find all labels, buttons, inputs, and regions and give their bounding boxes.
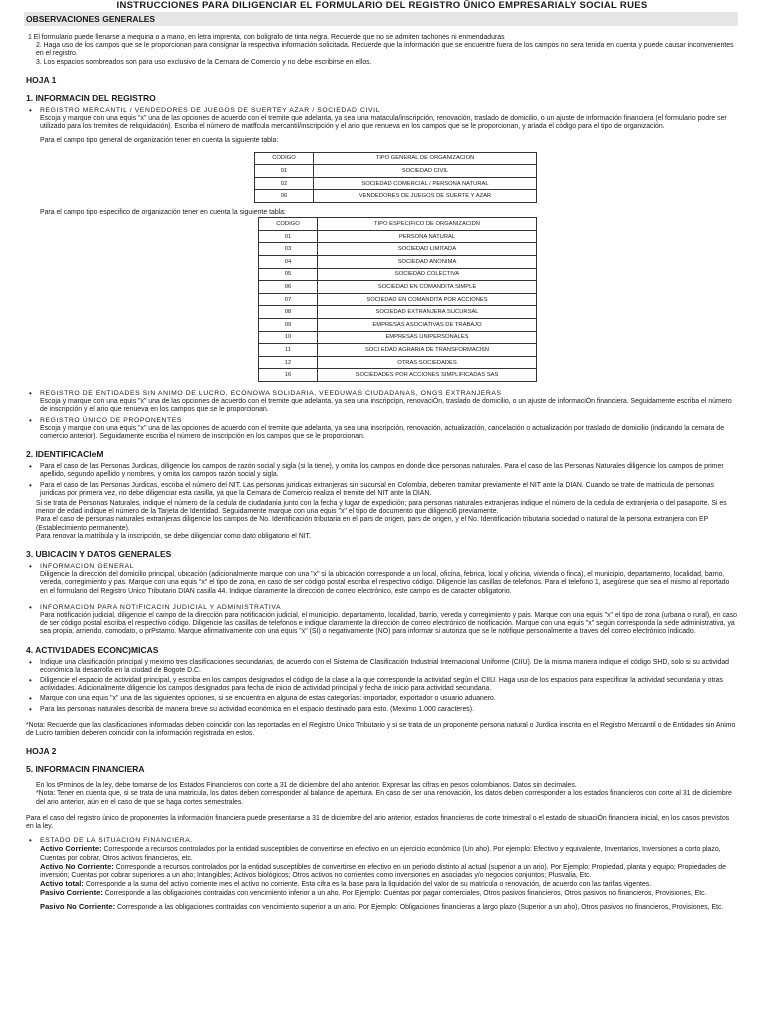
term-label: Activo No Corriente:: [40, 861, 114, 871]
term-text: Corresponde a recursos controlados por la entidad susceptibles de convertirse en efectivo en un periodo distinto al actual (superior a un ario). Por Ejemplo: Propiedad, planta y equipo; Propiedades de inversión; Cuentas por cobrar superiores a un aho; Intangibles; Activos biológicos; Otros activos no corrientes como inversiones en asociadas y/o negocios conjuntos; Plusvalia, Etc.: [40, 863, 726, 880]
s3-b1-title: INFORMACION GENERAL: [40, 562, 135, 570]
obs-item-1: 1 El formulario puede llenarse a mequina o a mano, en letra imprenta, con boligrafo de tinta negra. Recuerde que no se admiten tachones ni enmendaduras: [28, 34, 505, 41]
bullet-icon: •: [29, 105, 32, 115]
s3-b1-text: Diligencie la dirección del domicilio principal, ubicación (adicionalmente marque con una "x" si la ubicación corresponde a un local, oficina, febrica, local y oficina, vivienda o finca), el municipio, departamento, localidad, barrio, vereda, corregimiento y pas. Marque con una equis "x" el tipo de zona, en caso de ser código postal escriba el respectivo código. Diligencie las casillas de telefonos. Para el telefono 1, asegúrese que sea el mismo al reportado en el formulario del Registro Unico Tributario DIAN casilla 44. Indique claramente la dirección de correo electrónico, este campo es de caracter obligatorio.: [40, 571, 730, 595]
s1-b3-title: REGISTRO ÚNICO DE PROPONENTES: [40, 416, 183, 424]
s5-b1-title: ESTADO DE LA SITUACION FINANCIERA.: [40, 837, 193, 845]
s1-b3-text: Escoja y marque con una equis "x" una de las opciones de acuerdo con el tremite que adelanta, ya sea una inscripción, renovación, actualización, cancelación o actualización por traslado de domicilio (indicando la cemara de comercio anterior). Seguidamente escriba el número de inscripción en los campos que se le proporcionan.: [40, 424, 725, 440]
table-row: [259, 243, 537, 256]
table-header-cell: CODIGO: [259, 218, 318, 231]
table-cell: 16: [259, 369, 318, 382]
s2-b1-text: Para el caso de las Personas Jurdicas, diligencie los campos de razón social y sigla (si la tiene), y omita los campos en donde dice personas naturales. Para el caso de las Personas Naturales diligencie los campos de primer apellido, segundo apellido y nombres, y omita los campos razón social y sigla.: [40, 463, 724, 479]
s5-para-3: Para el caso del registro único de proponentes la información financiera puede presentarse a 31 de diciembre del ario anterior, estados financieros de corte trimestral o el estado de situaciÓn financiera inicial, en los casos previstos en la ley.: [26, 814, 730, 831]
s5-item: [40, 903, 738, 912]
table-row: [259, 255, 537, 268]
table-row: [259, 356, 537, 369]
table-row: [259, 293, 537, 306]
term-text: Corresponde a las obligaciones contraidas con vencimiento inferior a un aho. Por Ejemplo: Cuentas por pagar comerciales, Otros pasivos financieros, Otros pasivos no financieros, Provisiones, Etc.: [104, 890, 707, 898]
bullet-icon: •: [29, 602, 32, 612]
table-cell: 10: [259, 331, 318, 344]
table-cell: SOCIEDAD COMERCIAL / PERSONA NATURAL: [314, 177, 537, 190]
s5-para-1: En los tPrminos de la ley, debe tomarse de los Estados Financieros con corte a 31 de diciembre del aho anterior. Expresar las cifras en pesos colombianos. Datos sin decimales.: [36, 782, 577, 790]
table-row: [259, 230, 537, 243]
table-cell: 12: [259, 356, 318, 369]
s5-para-2: *Nota: Tener en cuenta que, si se trata de una matricula, los datos deben corresponder al balance de apertura. En caso de ser una renovación, los datos deben corresponder a los estados financieros con corte al 31 de diciembre del ario anterior, aún en el caso de que se haga cortes semestrales.: [36, 790, 732, 806]
s3-b2-title: INFORMACION PARA NOTIFICACIN JUDICIAL Y ADMINISTRATIVA: [40, 603, 282, 611]
s5-item: [40, 845, 738, 862]
table-cell: SOCIEDAD EN COMANDITA POR ACCIONES: [318, 293, 537, 306]
table-cell: SOCIEDAD CIVIL: [314, 165, 537, 178]
table-cell: 04: [259, 255, 318, 268]
s1-b1-text: Escoja y marque con una equis "x" una de las opciones de acuerdo con el tremite que adelanta, ya sea una matacula/inscripción, renovación, traslado de domicilio, o un ajuste de información financiera (el formulario podre ser utilizado para los tremites de reliquidación). Escriba el número de matffcula mercantil/inscripción y el ario que renueva en los campos que se le proporcionan, y ariada el código para el tipo de organización.: [40, 115, 727, 131]
s2-para-2: Para el caso de personas naturales extranjeras diligencie los campos de No. Identificación tributaria en el pars de origen, pars de origen, y el No. Identificación tributaria sociedad o natural de la persona extranjera con EP (Establecimiento permanente).: [36, 516, 709, 532]
table-cell: 06: [255, 190, 314, 203]
bullet-icon: •: [29, 694, 32, 704]
s3-b2-text: Para notificación judicial, diligencie el campo de la dirección para notificación judicial, el municipio. departamento, localidad, barrio, vereda y corregimiento y pais. Marque con una equis "x" el tipo de zona (urbana o rural), en caso de ser código postal escriba el respectivo código. Diligencie las casillas de telefonos e indique claramente la dirección de correo electrónico de notificación. Marque con una equis "x" según corresponda la sede administrativa, ya sea propia, arriendo, comodato, o prPstamo. Marque afirmativamente con una equis "x" (SI) o negativamente (NO) para informar si autoriza que se le notifique personalmente a traves del correo electrónico indicado.: [40, 611, 738, 636]
table-cell: 06: [259, 281, 318, 294]
term-label: Pasivo Corriente:: [40, 888, 103, 898]
table-row: [259, 281, 537, 294]
table-cell: 09: [259, 318, 318, 331]
term-text: Corresponde a recursos controlados por la entidad susceptibles de convertirse en efectivo en un ejercicio económico (Un aho). Por ejemplo: Efectivo y equivalente, Inventarios, Inversiones a corto plazo, Cuentas por cobrar, Otros activos financieros, etc.: [40, 846, 721, 862]
table-cell: SOCI EDAD AGRARIA DE TRANSFORMACI6N: [318, 344, 537, 357]
table-header-cell: CODIGO: [255, 152, 314, 165]
s4-bullet-1: [26, 659, 738, 675]
table-row: [259, 369, 537, 382]
s5-item: [40, 889, 738, 898]
term-label: Activo Corriente:: [40, 844, 102, 854]
s1-b2-text: Escoja y marque con una equis "x" una de las opciones de acuerdo con el tremite que adelanta, ya sea una inscripcipn, renovaciÓn, traslado de domicilio, o un ajuste de informaciÓn financiera. Seguidamente escriba el número de inscripción y el ario que renueva en los campos que se le proporcionan.: [40, 398, 732, 414]
table-cell: 05: [259, 268, 318, 281]
s4-item-text: Marque con una equis "x" una de las siguientes opciones, si se encuentra en alguna de estas categorías: importador, exportador o usuario aduanero.: [40, 695, 496, 703]
table-header-row: [255, 152, 537, 165]
bullet-icon: •: [29, 462, 32, 472]
tipo-general-table: [254, 152, 537, 203]
term-label: Pasivo No Corriente:: [40, 901, 116, 911]
hoja2-heading: HOJA 2: [26, 746, 57, 757]
table-header-row: [259, 218, 537, 231]
term-text: Corresponde a las obligaciones contraidas con vencimiento superior a un ario. Por Ejemplo: Obligaciones financieras a largo plazo (Superior a un aho), Otros pasivos no financieros, Provisiones, Etc.: [117, 903, 724, 911]
table-cell: SOCIEDAD ANONIMA: [318, 255, 537, 268]
s1-bullet-esal: [26, 390, 738, 415]
s2-bullet-2: [26, 482, 738, 498]
table-header-cell: TIPO GENERAL DE ORGANIZACION: [314, 152, 537, 165]
s1-table1-intro: Para el campo tipo general de organización tener en cuenta la siguiente tabla:: [40, 137, 279, 145]
s4-item-text: Para las personas naturales describa de manera breve su actividad económica en el espacio destinado para esto. (Meximo 1.000 caracteres).: [40, 705, 474, 713]
table-cell: SOCIEDAD EN COMANDITA SIMPLE: [318, 281, 537, 294]
obs-item-2: 2. Haga uso de los campos que se le proporcionan para consignar la respectiva información solicitada. Recuerde que la información que se encuentre fuera de los campos no sera tenida en cuenta y puede causar inconvenientes en el registro.: [36, 42, 734, 58]
tipo-especifico-table: [258, 217, 537, 382]
s4-bullet-4: [26, 706, 738, 714]
table-row: [259, 306, 537, 319]
bullet-icon: •: [29, 561, 32, 571]
observaciones-heading: OBSERVACIONES GENERALES: [24, 12, 738, 26]
obs-item-3: 3. Los espacios sombreados son para uso exclusivo de la Cernara de Comercio y no debe escribirse en ellos.: [36, 58, 372, 66]
table-cell: PERSONA NATURAL: [318, 230, 537, 243]
s1-b1-title: REGISTRO MERCANTIL / VENDEDORES DE JUEGOS DE SUERTEY AZAR / SOCIEDAD CIVIL: [40, 106, 380, 114]
s2-para-3: Para renovar la matribula y la inscripción, se debe diligenciar como dato obligatorio el NIT.: [36, 532, 311, 540]
table-cell: VENDEDORES DE JUEGOS DE SUERTE Y AZAR: [314, 190, 537, 203]
bullet-icon: •: [29, 676, 32, 685]
bullet-icon: •: [29, 480, 32, 490]
table-cell: 11: [259, 344, 318, 357]
s4-bullet-2: [26, 677, 738, 693]
s4-note: *Nota: Recuerde que las clasificaciones informadas deben coincidir con las reportadas en el Registro Único Tributario y si se trata de un proponente persona natural o Jurdica inscrita en el Registro Mercantil o de Entidades sin Animo de Lucro tarribien deberen coincidir con la información registrada en estos.: [26, 721, 736, 738]
bullet-icon: •: [29, 657, 32, 667]
s2-para-1: Si se trata de Personas Naturales, indique el número de la cedula de ciudadania junto con la fecha y lugar de expedición; para personas naturales extranjeras indique el número de la cedula de extranjeria o del pasaporte. Si es menor de edad indique el número de la Tarjeta de Identidad. Seguidamente marque con una equis "x" el tipo de documento que diligenci6 previamente.: [36, 499, 727, 516]
table-cell: EMPRESAS UNIPERSONALES: [318, 331, 537, 344]
s1-table2-intro: Para el campo tipo especifico de organización tener en cuenta la siguiente tabla:: [40, 209, 286, 216]
table-cell: 03: [259, 243, 318, 256]
bullet-icon: •: [29, 415, 32, 425]
s3-bullet-info-general: [26, 563, 738, 596]
s4-bullet-3: [26, 695, 738, 703]
s2-bullet-1: [26, 463, 738, 479]
section3-heading: 3. UBICACIN Y DATOS GENERALES: [26, 548, 172, 559]
table-cell: 07: [259, 293, 318, 306]
term-label: Activo total:: [40, 879, 84, 889]
table-row: [259, 268, 537, 281]
table-cell: OTRAS SOCIEDADES: [318, 356, 537, 369]
s1-bullet-registro-mercantil: [26, 107, 738, 132]
table-row: [255, 190, 537, 203]
table-cell: 08: [259, 306, 318, 319]
table-cell: 01: [255, 165, 314, 178]
s5-item: [40, 880, 738, 889]
s2-b2-text: Para el caso de las Personas Jurdicas, escriba el número del NIT. Las personas juridicas extranjeras sin sucursal en Colombia, deberen tramitar previamente el NIT ante la DIAN. Cuando se trate de matricula de personas juridicas por primera vez, no debe diligenciar esta casilla, ya que la Cemara de Comercio realiza el tremite del NIT ante la DIAN.: [40, 481, 714, 497]
table-cell: 01: [259, 230, 318, 243]
s5-bullet-estado: [26, 837, 738, 912]
table-header-cell: TIPO ESPECIFICO DE ORGANIZACIDN: [318, 218, 537, 231]
table-cell: EMPRESAS ASOCIATIVAS DE TRABAJO: [318, 318, 537, 331]
s5-item: [40, 863, 738, 880]
table-row: [259, 318, 537, 331]
s1-b2-title: REGISTRO DE ENTIDADES SIN ANIMO DE LUCRO, ECONOWA SOLIDARIA, VEEDUWAS CIUDADANAS, ONGS EXTRANJERAS: [40, 389, 502, 397]
table-row: [259, 344, 537, 357]
table-cell: SOCIEDAD COLECTIVA: [318, 268, 537, 281]
s4-item-text: Indique una clasificación principal y meximo tres clasificaciones secundarias, de acuerdo con el Sistema de Clasificación Industrial Internacional Uniforme (CIIU). De la misma manera indique el código SHD, solo si su actividad económica la desarrolla en la ciudad de Bogote D.C.: [40, 658, 730, 674]
hoja1-heading: HOJA 1: [26, 74, 57, 85]
table-cell: SOCIEDAD LIMITADA: [318, 243, 537, 256]
table-cell: SOCIEDADES POR ACCIONES SIMPLIFICADAS SAS: [318, 369, 537, 382]
bullet-icon: •: [29, 836, 32, 846]
table-row: [255, 177, 537, 190]
section4-heading: 4. ACTIV1DADES ECONC)MICAS: [26, 644, 159, 655]
s3-bullet-notificacion: [26, 604, 738, 637]
table-cell: 02: [255, 177, 314, 190]
table-cell: SOCIEDAD EXTRANJERA SUCURSAL: [318, 306, 537, 319]
bullet-icon: •: [29, 388, 32, 398]
section5-heading: 5. INFORMACIN FINANCIERA: [26, 764, 145, 775]
bullet-icon: •: [29, 704, 32, 714]
term-text: Corresponde a la suma del activo corriente mes el activo no corriente. Esta cifra es la base para la liquidación del valor de su matricula o renovación, de acuerdo con las tarifas vigentes.: [85, 881, 652, 889]
s1-bullet-proponentes: [26, 417, 738, 442]
s4-item-text: Diligencie el espacio de actividad principal, y escriba en los campos designados el código de la clase a la que corresponde la actividad según el CIIU. Haga uso de los espacios para especificar la actividad secundaria y otras actividades. Adicionalmente diligencie los campos designados para fecha de inicio de actividad principal y fecha de inicio para actividad secundaria.: [40, 677, 723, 693]
document-title: INSTRUCCIONES PARA DILIGENCIAR EL FORMULARIO DEL REGISTRO ÛNICO EMPRESARIALY SOCIAL RUES: [116, 0, 648, 11]
section1-heading: 1. INFORMACIN DEL REGISTRO: [26, 92, 156, 103]
table-row: [259, 331, 537, 344]
table-row: [255, 165, 537, 178]
section2-heading: 2. IDENTIFICACIeM: [26, 449, 104, 460]
